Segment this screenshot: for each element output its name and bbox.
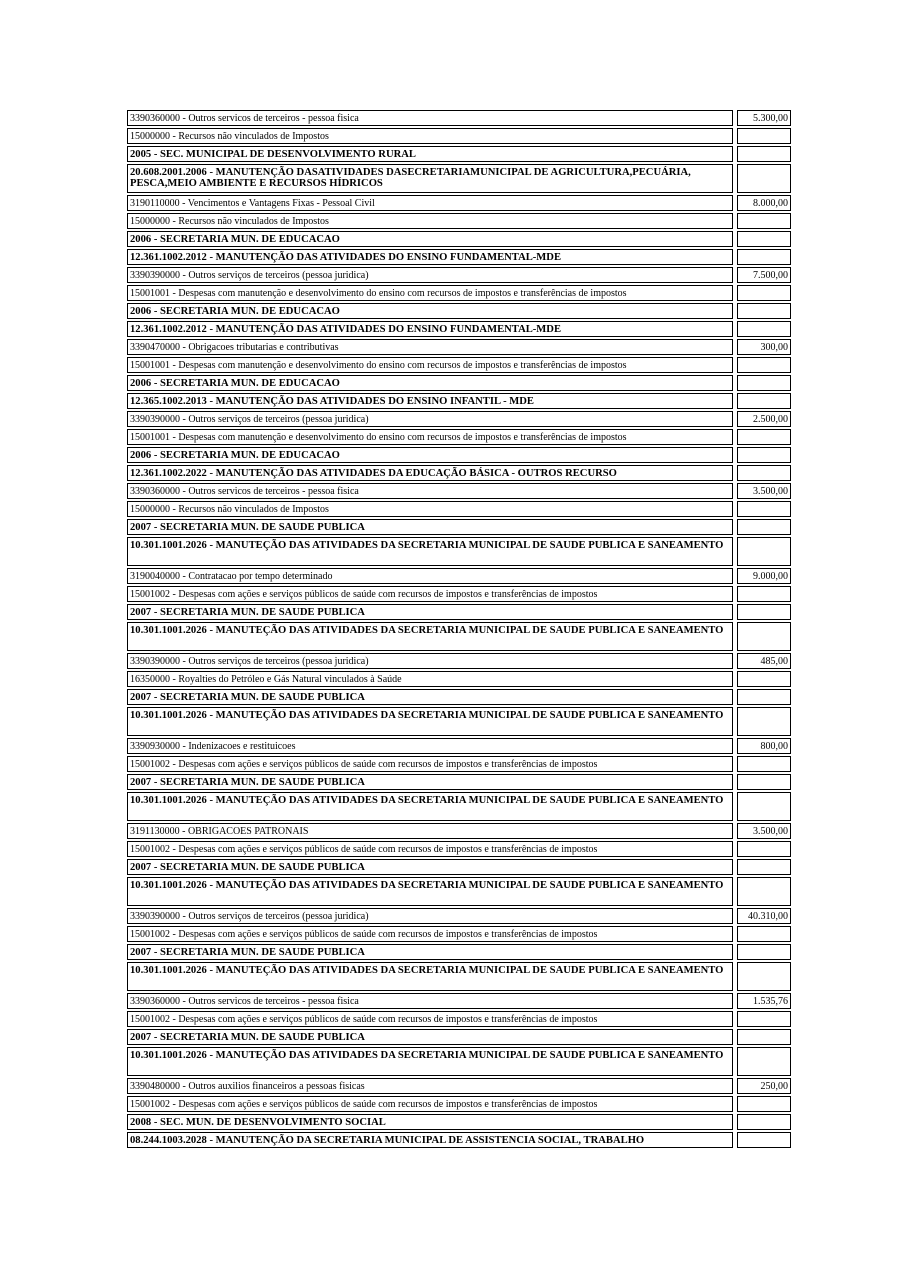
row-amount <box>737 944 791 960</box>
description-cell <box>127 164 733 193</box>
table-row <box>127 653 791 669</box>
description-cell <box>127 375 733 391</box>
description-cell <box>127 877 733 906</box>
table-row <box>127 411 791 427</box>
row-amount: 2.500,00 <box>737 411 791 427</box>
description-cell <box>127 774 733 790</box>
row-amount: 250,00 <box>737 1078 791 1094</box>
description-cell <box>127 1078 733 1094</box>
value-cell <box>737 756 791 772</box>
table-row-heading <box>127 164 791 193</box>
value-cell <box>737 501 791 517</box>
row-amount: 3.500,00 <box>737 823 791 839</box>
value-cell <box>737 908 791 924</box>
table-row-heading <box>127 774 791 790</box>
value-cell <box>737 604 791 620</box>
description-cell <box>127 568 733 584</box>
description-cell <box>127 1132 733 1148</box>
table-row-heading <box>127 604 791 620</box>
table-row <box>127 1011 791 1027</box>
table-row-heading <box>127 321 791 337</box>
description-cell <box>127 411 733 427</box>
description-cell <box>127 859 733 875</box>
table-row <box>127 671 791 687</box>
row-description-text: 15001001 - Despesas com manutenção e desenvolvimento do ensino com recursos de impostos e transferências de impostos <box>127 429 733 445</box>
table-row-heading <box>127 537 791 566</box>
value-cell <box>737 213 791 229</box>
row-amount <box>737 447 791 463</box>
value-cell <box>737 1114 791 1130</box>
row-heading-text: 2007 - SECRETARIA MUN. DE SAUDE PUBLICA <box>127 774 733 790</box>
table-row <box>127 429 791 445</box>
description-cell <box>127 213 733 229</box>
table-row <box>127 568 791 584</box>
description-cell <box>127 707 733 736</box>
row-heading-text: 10.301.1001.2026 - MANUTEÇÃO DAS ATIVIDADES DA SECRETARIA MUNICIPAL DE SAUDE PUBLICA E SANEAMENTO <box>127 877 733 906</box>
table-row-heading <box>127 146 791 162</box>
description-cell <box>127 1029 733 1045</box>
row-amount <box>737 1114 791 1130</box>
value-cell <box>737 411 791 427</box>
value-cell <box>737 1029 791 1045</box>
description-cell <box>127 465 733 481</box>
row-amount <box>737 1096 791 1112</box>
row-heading-text: 12.361.1002.2022 - MANUTENÇÃO DAS ATIVIDADES DA EDUCAÇÃO BÁSICA - OUTROS RECURSO <box>127 465 733 481</box>
table-row <box>127 756 791 772</box>
value-cell <box>737 1047 791 1076</box>
value-cell <box>737 267 791 283</box>
table-row <box>127 586 791 602</box>
description-cell <box>127 339 733 355</box>
row-amount <box>737 859 791 875</box>
row-amount <box>737 792 791 821</box>
value-cell <box>737 303 791 319</box>
row-heading-text: 10.301.1001.2026 - MANUTEÇÃO DAS ATIVIDADES DA SECRETARIA MUNICIPAL DE SAUDE PUBLICA E SANEAMENTO <box>127 1047 733 1076</box>
value-cell <box>737 841 791 857</box>
value-cell <box>737 537 791 566</box>
description-cell <box>127 622 733 651</box>
row-heading-text: 12.361.1002.2012 - MANUTENÇÃO DAS ATIVIDADES DO ENSINO FUNDAMENTAL-MDE <box>127 249 733 265</box>
row-amount <box>737 128 791 144</box>
description-cell <box>127 792 733 821</box>
value-cell <box>737 447 791 463</box>
row-description-text: 3190110000 - Vencimentos e Vantagens Fixas - Pessoal Civil <box>127 195 733 211</box>
row-amount <box>737 285 791 301</box>
value-cell <box>737 944 791 960</box>
row-description-text: 3390390000 - Outros serviços de terceiros (pessoa juridica) <box>127 908 733 924</box>
row-amount <box>737 622 791 651</box>
row-description-text: 15001002 - Despesas com ações e serviços públicos de saúde com recursos de impostos e transferências de impostos <box>127 756 733 772</box>
row-heading-text: 2007 - SECRETARIA MUN. DE SAUDE PUBLICA <box>127 1029 733 1045</box>
row-heading-text: 12.365.1002.2013 - MANUTENÇÃO DAS ATIVIDADES DO ENSINO INFANTIL - MDE <box>127 393 733 409</box>
row-heading-text: 10.301.1001.2026 - MANUTEÇÃO DAS ATIVIDADES DA SECRETARIA MUNICIPAL DE SAUDE PUBLICA E SANEAMENTO <box>127 707 733 736</box>
description-cell <box>127 841 733 857</box>
value-cell <box>737 962 791 991</box>
table-row-heading <box>127 944 791 960</box>
description-cell <box>127 823 733 839</box>
value-cell <box>737 483 791 499</box>
description-cell <box>127 195 733 211</box>
row-amount <box>737 321 791 337</box>
value-cell <box>737 110 791 126</box>
table-row-heading <box>127 231 791 247</box>
row-amount <box>737 231 791 247</box>
description-cell <box>127 689 733 705</box>
value-cell <box>737 859 791 875</box>
row-amount: 9.000,00 <box>737 568 791 584</box>
table-row-heading <box>127 249 791 265</box>
row-amount <box>737 926 791 942</box>
row-description-text: 15001002 - Despesas com ações e serviços públicos de saúde com recursos de impostos e transferências de impostos <box>127 926 733 942</box>
description-cell <box>127 146 733 162</box>
row-amount <box>737 671 791 687</box>
value-cell <box>737 1078 791 1094</box>
value-cell <box>737 926 791 942</box>
table-row <box>127 339 791 355</box>
row-description-text: 15001001 - Despesas com manutenção e desenvolvimento do ensino com recursos de impostos e transferências de impostos <box>127 357 733 373</box>
table-row-heading <box>127 1114 791 1130</box>
row-heading-text: 2006 - SECRETARIA MUN. DE EDUCACAO <box>127 231 733 247</box>
value-cell <box>737 568 791 584</box>
budget-table <box>127 108 791 1150</box>
table-row <box>127 213 791 229</box>
budget-table-body <box>127 110 791 1148</box>
description-cell <box>127 944 733 960</box>
row-description-text: 3390930000 - Indenizacoes e restituicoes <box>127 738 733 754</box>
table-row <box>127 908 791 924</box>
table-row-heading <box>127 859 791 875</box>
value-cell <box>737 164 791 193</box>
description-cell <box>127 653 733 669</box>
description-cell <box>127 249 733 265</box>
value-cell <box>737 823 791 839</box>
row-amount <box>737 877 791 906</box>
row-amount: 800,00 <box>737 738 791 754</box>
value-cell <box>737 195 791 211</box>
row-description-text: 15000000 - Recursos não vinculados de Impostos <box>127 213 733 229</box>
row-description-text: 3390480000 - Outros auxilios financeiros a pessoas fisicas <box>127 1078 733 1094</box>
row-description-text: 3390360000 - Outros servicos de terceiros - pessoa fisica <box>127 110 733 126</box>
row-amount <box>737 501 791 517</box>
row-amount: 3.500,00 <box>737 483 791 499</box>
value-cell <box>737 285 791 301</box>
row-amount <box>737 519 791 535</box>
value-cell <box>737 774 791 790</box>
table-row <box>127 501 791 517</box>
table-row <box>127 738 791 754</box>
row-description-text: 15001001 - Despesas com manutenção e desenvolvimento do ensino com recursos de impostos e transferências de impostos <box>127 285 733 301</box>
row-heading-text: 10.301.1001.2026 - MANUTEÇÃO DAS ATIVIDADES DA SECRETARIA MUNICIPAL DE SAUDE PUBLICA E SANEAMENTO <box>127 962 733 991</box>
description-cell <box>127 285 733 301</box>
value-cell <box>737 1011 791 1027</box>
value-cell <box>737 993 791 1009</box>
row-amount: 5.300,00 <box>737 110 791 126</box>
value-cell <box>737 231 791 247</box>
description-cell <box>127 110 733 126</box>
row-amount <box>737 303 791 319</box>
table-row-heading <box>127 465 791 481</box>
value-cell <box>737 249 791 265</box>
row-amount: 1.535,76 <box>737 993 791 1009</box>
row-heading-text: 10.301.1001.2026 - MANUTEÇÃO DAS ATIVIDADES DA SECRETARIA MUNICIPAL DE SAUDE PUBLICA E SANEAMENTO <box>127 622 733 651</box>
table-row-heading <box>127 622 791 651</box>
value-cell <box>737 1096 791 1112</box>
row-amount <box>737 213 791 229</box>
table-row-heading <box>127 792 791 821</box>
value-cell <box>737 671 791 687</box>
value-cell <box>737 519 791 535</box>
table-row <box>127 110 791 126</box>
table-row-heading <box>127 962 791 991</box>
description-cell <box>127 756 733 772</box>
row-description-text: 3390470000 - Obrigacoes tributarias e contributivas <box>127 339 733 355</box>
table-row <box>127 1078 791 1094</box>
row-amount: 300,00 <box>737 339 791 355</box>
value-cell <box>737 738 791 754</box>
row-amount <box>737 375 791 391</box>
row-amount: 40.310,00 <box>737 908 791 924</box>
row-amount <box>737 1029 791 1045</box>
row-amount <box>737 249 791 265</box>
row-description-text: 3390390000 - Outros serviços de terceiros (pessoa juridica) <box>127 653 733 669</box>
row-amount <box>737 393 791 409</box>
description-cell <box>127 321 733 337</box>
description-cell <box>127 483 733 499</box>
row-amount <box>737 1011 791 1027</box>
row-amount <box>737 429 791 445</box>
row-description-text: 3191130000 - OBRIGACOES PATRONAIS <box>127 823 733 839</box>
table-row <box>127 357 791 373</box>
row-amount <box>737 357 791 373</box>
table-row-heading <box>127 393 791 409</box>
table-row <box>127 1096 791 1112</box>
row-amount <box>737 465 791 481</box>
value-cell <box>737 1132 791 1148</box>
table-row-heading <box>127 1047 791 1076</box>
row-description-text: 15000000 - Recursos não vinculados de Impostos <box>127 501 733 517</box>
row-heading-text: 2007 - SECRETARIA MUN. DE SAUDE PUBLICA <box>127 604 733 620</box>
row-description-text: 3390390000 - Outros serviços de terceiros (pessoa juridica) <box>127 267 733 283</box>
table-row-heading <box>127 1132 791 1148</box>
row-heading-text: 12.361.1002.2012 - MANUTENÇÃO DAS ATIVIDADES DO ENSINO FUNDAMENTAL-MDE <box>127 321 733 337</box>
row-amount <box>737 1132 791 1148</box>
description-cell <box>127 1114 733 1130</box>
row-heading-text: 2006 - SECRETARIA MUN. DE EDUCACAO <box>127 375 733 391</box>
value-cell <box>737 375 791 391</box>
value-cell <box>737 622 791 651</box>
row-heading-text: 10.301.1001.2026 - MANUTEÇÃO DAS ATIVIDADES DA SECRETARIA MUNICIPAL DE SAUDE PUBLICA E SANEAMENTO <box>127 537 733 566</box>
row-description-text: 15001002 - Despesas com ações e serviços públicos de saúde com recursos de impostos e transferências de impostos <box>127 1096 733 1112</box>
table-row <box>127 267 791 283</box>
value-cell <box>737 321 791 337</box>
description-cell <box>127 357 733 373</box>
description-cell <box>127 908 733 924</box>
value-cell <box>737 393 791 409</box>
description-cell <box>127 447 733 463</box>
description-cell <box>127 738 733 754</box>
description-cell <box>127 993 733 1009</box>
row-heading-text: 2007 - SECRETARIA MUN. DE SAUDE PUBLICA <box>127 859 733 875</box>
value-cell <box>737 689 791 705</box>
row-amount <box>737 537 791 566</box>
row-description-text: 3390360000 - Outros servicos de terceiros - pessoa fisica <box>127 483 733 499</box>
row-description-text: 15001002 - Despesas com ações e serviços públicos de saúde com recursos de impostos e transferências de impostos <box>127 586 733 602</box>
row-description-text: 3190040000 - Contratacao por tempo determinado <box>127 568 733 584</box>
description-cell <box>127 128 733 144</box>
description-cell <box>127 429 733 445</box>
value-cell <box>737 707 791 736</box>
row-amount <box>737 586 791 602</box>
row-amount <box>737 604 791 620</box>
description-cell <box>127 1047 733 1076</box>
value-cell <box>737 877 791 906</box>
row-heading-text: 2006 - SECRETARIA MUN. DE EDUCACAO <box>127 303 733 319</box>
description-cell <box>127 267 733 283</box>
table-row <box>127 195 791 211</box>
value-cell <box>737 128 791 144</box>
row-heading-text: 2007 - SECRETARIA MUN. DE SAUDE PUBLICA <box>127 519 733 535</box>
table-row <box>127 483 791 499</box>
row-heading-text: 2006 - SECRETARIA MUN. DE EDUCACAO <box>127 447 733 463</box>
table-row-heading <box>127 877 791 906</box>
description-cell <box>127 962 733 991</box>
table-row <box>127 926 791 942</box>
row-description-text: 3390390000 - Outros serviços de terceiros (pessoa juridica) <box>127 411 733 427</box>
row-amount: 7.500,00 <box>737 267 791 283</box>
row-description-text: 15001002 - Despesas com ações e serviços públicos de saúde com recursos de impostos e transferências de impostos <box>127 841 733 857</box>
table-row-heading <box>127 707 791 736</box>
row-description-text: 15001002 - Despesas com ações e serviços públicos de saúde com recursos de impostos e transferências de impostos <box>127 1011 733 1027</box>
description-cell <box>127 1096 733 1112</box>
row-description-text: 16350000 - Royalties do Petróleo e Gás Natural vinculados à Saúde <box>127 671 733 687</box>
row-amount <box>737 164 791 193</box>
row-amount <box>737 962 791 991</box>
description-cell <box>127 671 733 687</box>
description-cell <box>127 604 733 620</box>
value-cell <box>737 357 791 373</box>
value-cell <box>737 792 791 821</box>
row-amount <box>737 756 791 772</box>
description-cell <box>127 1011 733 1027</box>
value-cell <box>737 146 791 162</box>
description-cell <box>127 393 733 409</box>
row-heading-text: 2007 - SECRETARIA MUN. DE SAUDE PUBLICA <box>127 689 733 705</box>
row-description-text: 3390360000 - Outros servicos de terceiros - pessoa fisica <box>127 993 733 1009</box>
row-amount <box>737 689 791 705</box>
description-cell <box>127 303 733 319</box>
row-amount <box>737 1047 791 1076</box>
value-cell <box>737 429 791 445</box>
row-heading-text: 10.301.1001.2026 - MANUTEÇÃO DAS ATIVIDADES DA SECRETARIA MUNICIPAL DE SAUDE PUBLICA E SANEAMENTO <box>127 792 733 821</box>
value-cell <box>737 339 791 355</box>
description-cell <box>127 586 733 602</box>
description-cell <box>127 926 733 942</box>
value-cell <box>737 465 791 481</box>
description-cell <box>127 501 733 517</box>
row-amount <box>737 841 791 857</box>
row-description-text: 15000000 - Recursos não vinculados de Impostos <box>127 128 733 144</box>
row-amount <box>737 707 791 736</box>
row-heading-text: 08.244.1003.2028 - MANUTENÇÃO DA SECRETARIA MUNICIPAL DE ASSISTENCIA SOCIAL, TRABALHO <box>127 1132 733 1148</box>
table-row-heading <box>127 447 791 463</box>
row-amount <box>737 774 791 790</box>
table-row-heading <box>127 303 791 319</box>
table-row <box>127 823 791 839</box>
row-heading-text: 20.608.2001.2006 - MANUTENÇÃO DASATIVIDADES DASECRETARIAMUNICIPAL DE AGRICULTURA,PECUÁRIA, PESCA,MEIO AMBIENTE E RECURSOS HÍDRICOS <box>127 164 733 193</box>
table-row <box>127 993 791 1009</box>
row-amount <box>737 146 791 162</box>
value-cell <box>737 653 791 669</box>
description-cell <box>127 231 733 247</box>
row-heading-text: 2005 - SEC. MUNICIPAL DE DESENVOLVIMENTO RURAL <box>127 146 733 162</box>
table-row <box>127 128 791 144</box>
table-row-heading <box>127 375 791 391</box>
row-amount: 485,00 <box>737 653 791 669</box>
description-cell <box>127 537 733 566</box>
row-heading-text: 2007 - SECRETARIA MUN. DE SAUDE PUBLICA <box>127 944 733 960</box>
value-cell <box>737 586 791 602</box>
table-row-heading <box>127 519 791 535</box>
row-amount: 8.000,00 <box>737 195 791 211</box>
table-row <box>127 285 791 301</box>
row-heading-text: 2008 - SEC. MUN. DE DESENVOLVIMENTO SOCIAL <box>127 1114 733 1130</box>
table-row <box>127 841 791 857</box>
table-row-heading <box>127 1029 791 1045</box>
table-row-heading <box>127 689 791 705</box>
description-cell <box>127 519 733 535</box>
